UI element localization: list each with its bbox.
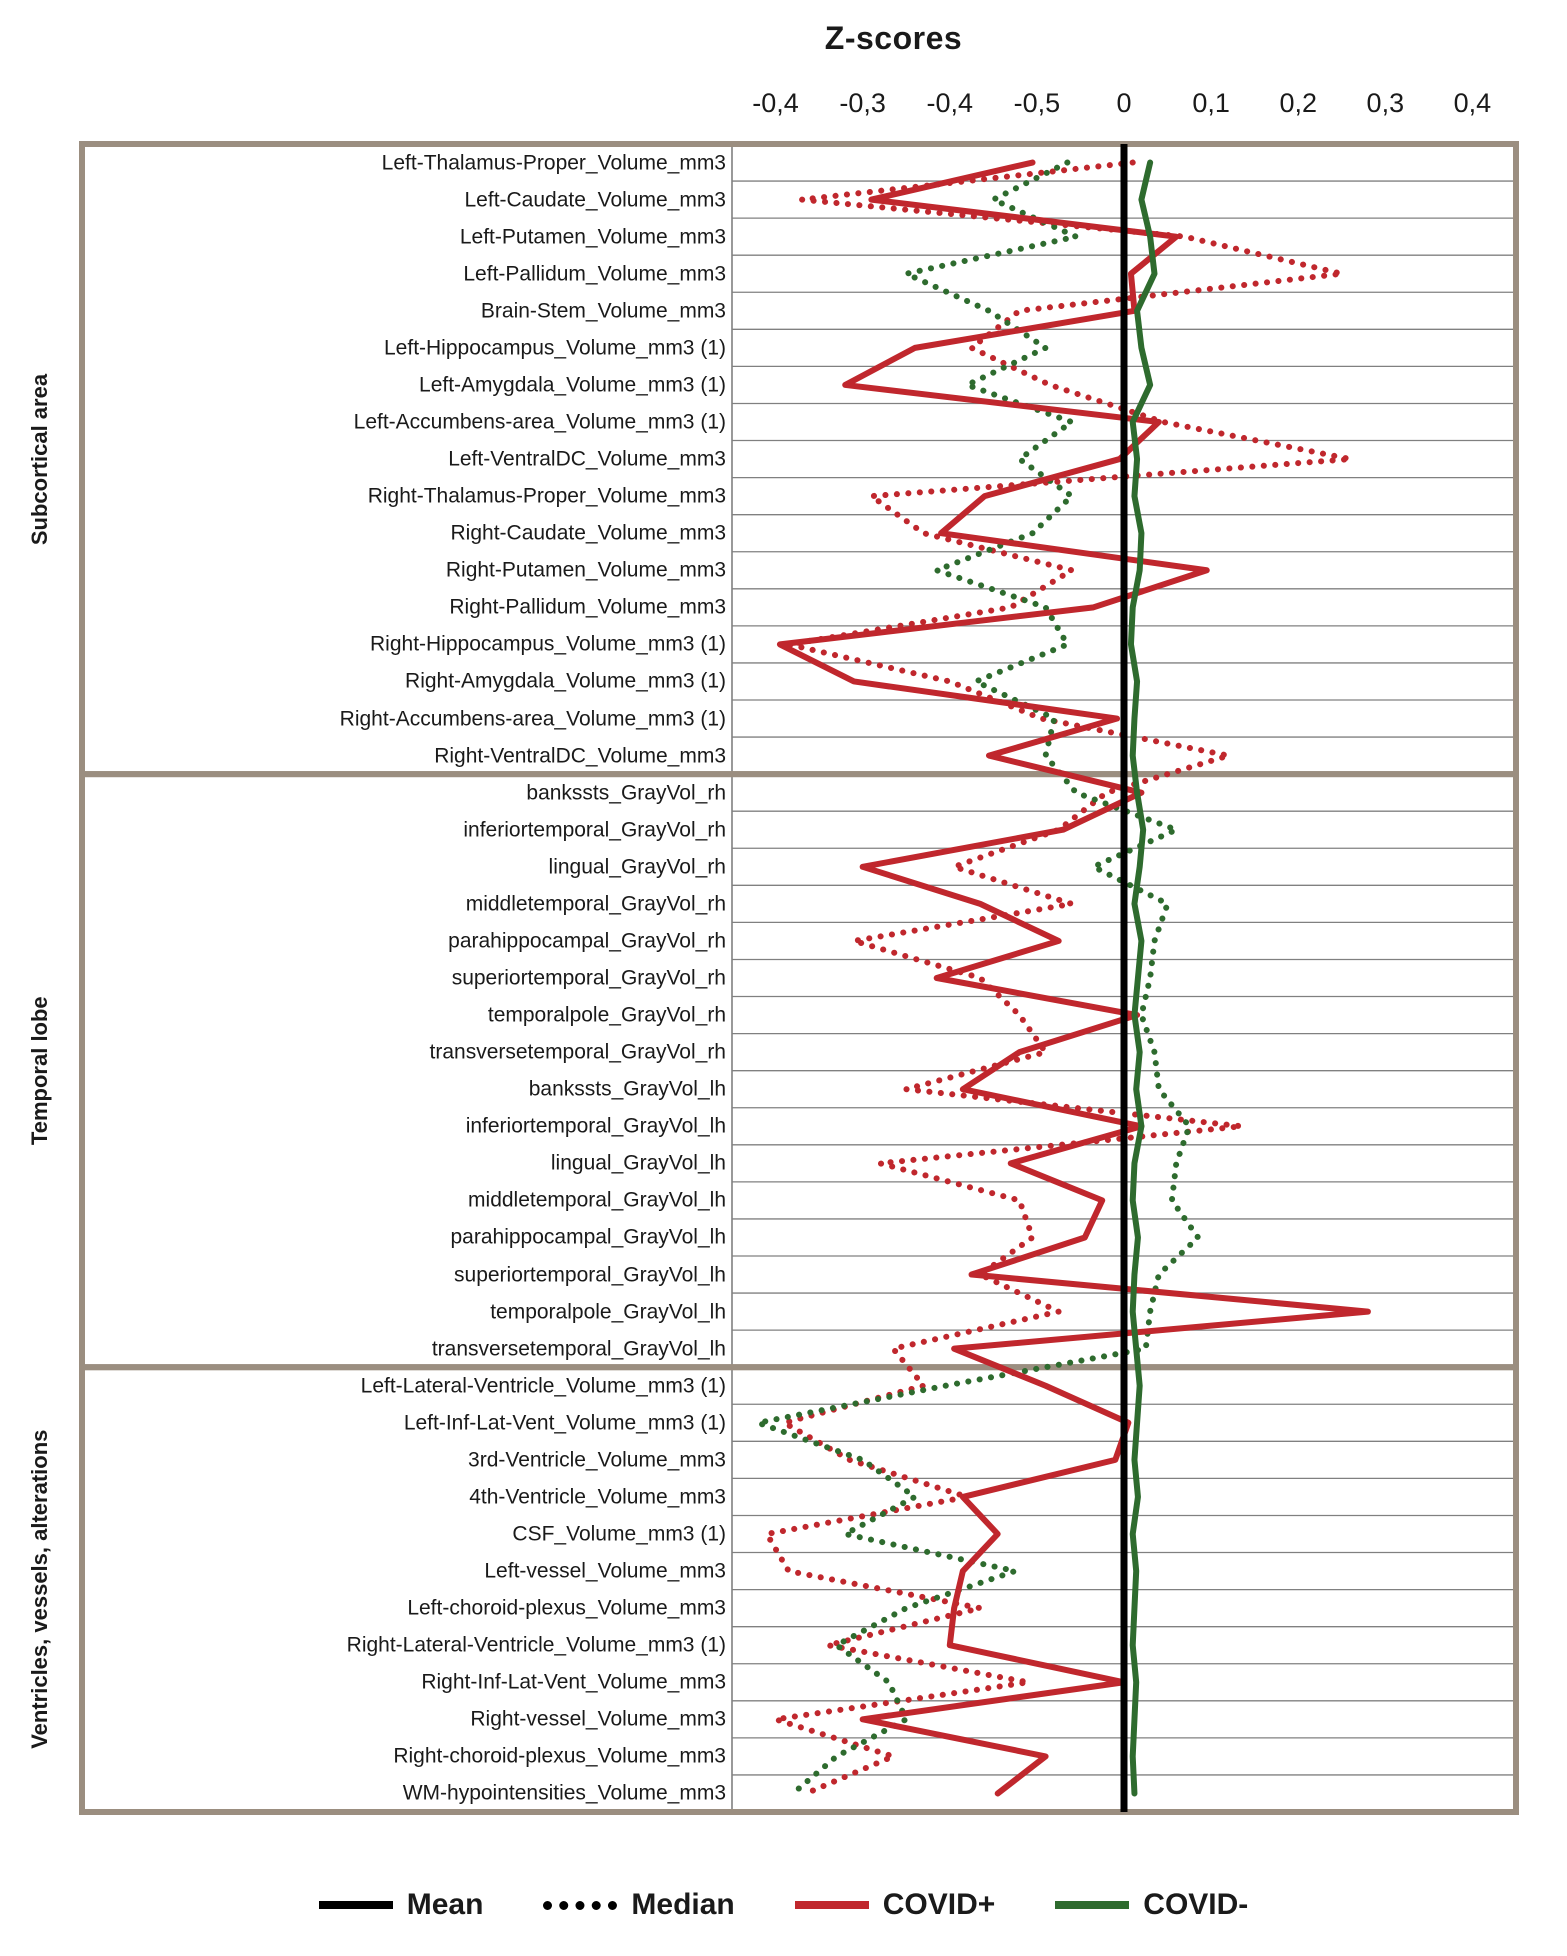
- legend-swatch-icon: [319, 1901, 393, 1909]
- category-label: Left-Lateral-Ventricle_Volume_mm3 (1): [360, 1374, 726, 1398]
- category-label: Right-choroid-plexus_Volume_mm3: [393, 1744, 726, 1768]
- category-label: Left-Caudate_Volume_mm3: [464, 188, 726, 212]
- category-label: middletemporal_GrayVol_lh: [468, 1188, 726, 1212]
- category-label: parahippocampal_GrayVol_rh: [448, 929, 726, 953]
- category-label: bankssts_GrayVol_rh: [526, 781, 726, 805]
- group-frame-0: [82, 144, 1516, 774]
- legend-swatch-icon: [1055, 1901, 1129, 1909]
- legend-item-2: [795, 1888, 996, 1922]
- category-label: Left-VentralDC_Volume_mm3: [448, 447, 726, 471]
- category-label: Left-Putamen_Volume_mm3: [459, 225, 726, 249]
- legend-label: Median: [631, 1888, 735, 1921]
- legend-item-1: [543, 1888, 734, 1922]
- x-tick-6: 0,2: [1279, 88, 1317, 118]
- category-label: inferiortemporal_GrayVol_lh: [465, 1114, 726, 1138]
- x-tick-0: -0,4: [752, 88, 799, 118]
- category-label: Right-Lateral-Ventricle_Volume_mm3 (1): [346, 1633, 726, 1657]
- category-label: Right-Accumbens-area_Volume_mm3 (1): [339, 707, 726, 731]
- category-label: Left-Inf-Lat-Vent_Volume_mm3 (1): [403, 1411, 726, 1435]
- x-tick-2: -0,4: [926, 88, 974, 118]
- category-label: transversetemporal_GrayVol_rh: [429, 1040, 726, 1064]
- category-label: Right-vessel_Volume_mm3: [470, 1707, 726, 1731]
- category-label: middletemporal_GrayVol_rh: [465, 892, 726, 916]
- category-label: temporalpole_GrayVol_lh: [490, 1300, 726, 1324]
- category-label: Brain-Stem_Volume_mm3: [480, 299, 726, 323]
- category-label: lingual_GrayVol_rh: [548, 855, 726, 879]
- x-tick-8: 0,4: [1453, 88, 1492, 118]
- series-covid-: [1131, 163, 1155, 1794]
- category-label: lingual_GrayVol_lh: [550, 1151, 726, 1175]
- category-label: Left-Thalamus-Proper_Volume_mm3: [381, 151, 726, 175]
- category-label: 3rd-Ventricle_Volume_mm3: [468, 1448, 726, 1472]
- category-label: WM-hypointensities_Volume_mm3: [402, 1781, 726, 1805]
- category-label: Right-Caudate_Volume_mm3: [450, 521, 726, 545]
- category-label: Right-Inf-Lat-Vent_Volume_mm3: [421, 1670, 726, 1694]
- series-covid-: [780, 163, 1368, 1794]
- category-label: Right-Thalamus-Proper_Volume_mm3: [367, 484, 726, 508]
- category-label: bankssts_GrayVol_lh: [528, 1077, 726, 1101]
- category-label: Left-choroid-plexus_Volume_mm3: [407, 1596, 726, 1620]
- chart-title-text: Z-scores: [824, 20, 963, 56]
- legend-swatch-icon: [543, 1901, 617, 1910]
- category-label: Left-Accumbens-area_Volume_mm3 (1): [353, 410, 726, 434]
- category-label: superiortemporal_GrayVol_rh: [451, 966, 726, 990]
- category-label: 4th-Ventricle_Volume_mm3: [469, 1485, 726, 1509]
- legend-item-0: [319, 1888, 484, 1922]
- legend-swatch-icon: [795, 1901, 869, 1909]
- category-label: inferiortemporal_GrayVol_rh: [463, 818, 726, 842]
- x-tick-7: 0,3: [1366, 88, 1405, 118]
- category-label: Right-Putamen_Volume_mm3: [445, 558, 726, 582]
- legend-label: COVID-: [1143, 1888, 1249, 1921]
- x-tick-1: -0,3: [839, 88, 886, 118]
- category-label: CSF_Volume_mm3 (1): [512, 1522, 726, 1546]
- x-tick-5: 0,1: [1192, 88, 1230, 118]
- category-label: parahippocampal_GrayVol_lh: [450, 1225, 726, 1249]
- category-label: temporalpole_GrayVol_rh: [487, 1003, 726, 1027]
- category-label: superiortemporal_GrayVol_lh: [454, 1263, 726, 1287]
- category-label: Left-Pallidum_Volume_mm3: [463, 262, 726, 286]
- group-label-1: Temporal lobe: [27, 996, 52, 1146]
- category-label: transversetemporal_GrayVol_lh: [431, 1337, 726, 1361]
- category-label: Right-VentralDC_Volume_mm3: [434, 744, 726, 768]
- chart-legend: [0, 1888, 1567, 1922]
- category-label: Right-Pallidum_Volume_mm3: [449, 595, 726, 619]
- category-label: Right-Amygdala_Volume_mm3 (1): [405, 669, 726, 693]
- category-label: Left-vessel_Volume_mm3: [484, 1559, 726, 1583]
- group-label-0: Subcortical area: [27, 373, 52, 545]
- legend-item-3: [1055, 1888, 1248, 1922]
- category-label: Left-Hippocampus_Volume_mm3 (1): [384, 336, 726, 360]
- x-tick-3: -0,5: [1013, 88, 1061, 118]
- x-tick-4: 0: [1116, 88, 1132, 118]
- category-label: Right-Hippocampus_Volume_mm3 (1): [370, 632, 726, 656]
- legend-label: Mean: [406, 1888, 484, 1921]
- category-label: Left-Amygdala_Volume_mm3 (1): [419, 373, 726, 397]
- legend-label: COVID+: [882, 1888, 996, 1921]
- group-label-2: Ventricles, vessels, alterations: [27, 1430, 52, 1750]
